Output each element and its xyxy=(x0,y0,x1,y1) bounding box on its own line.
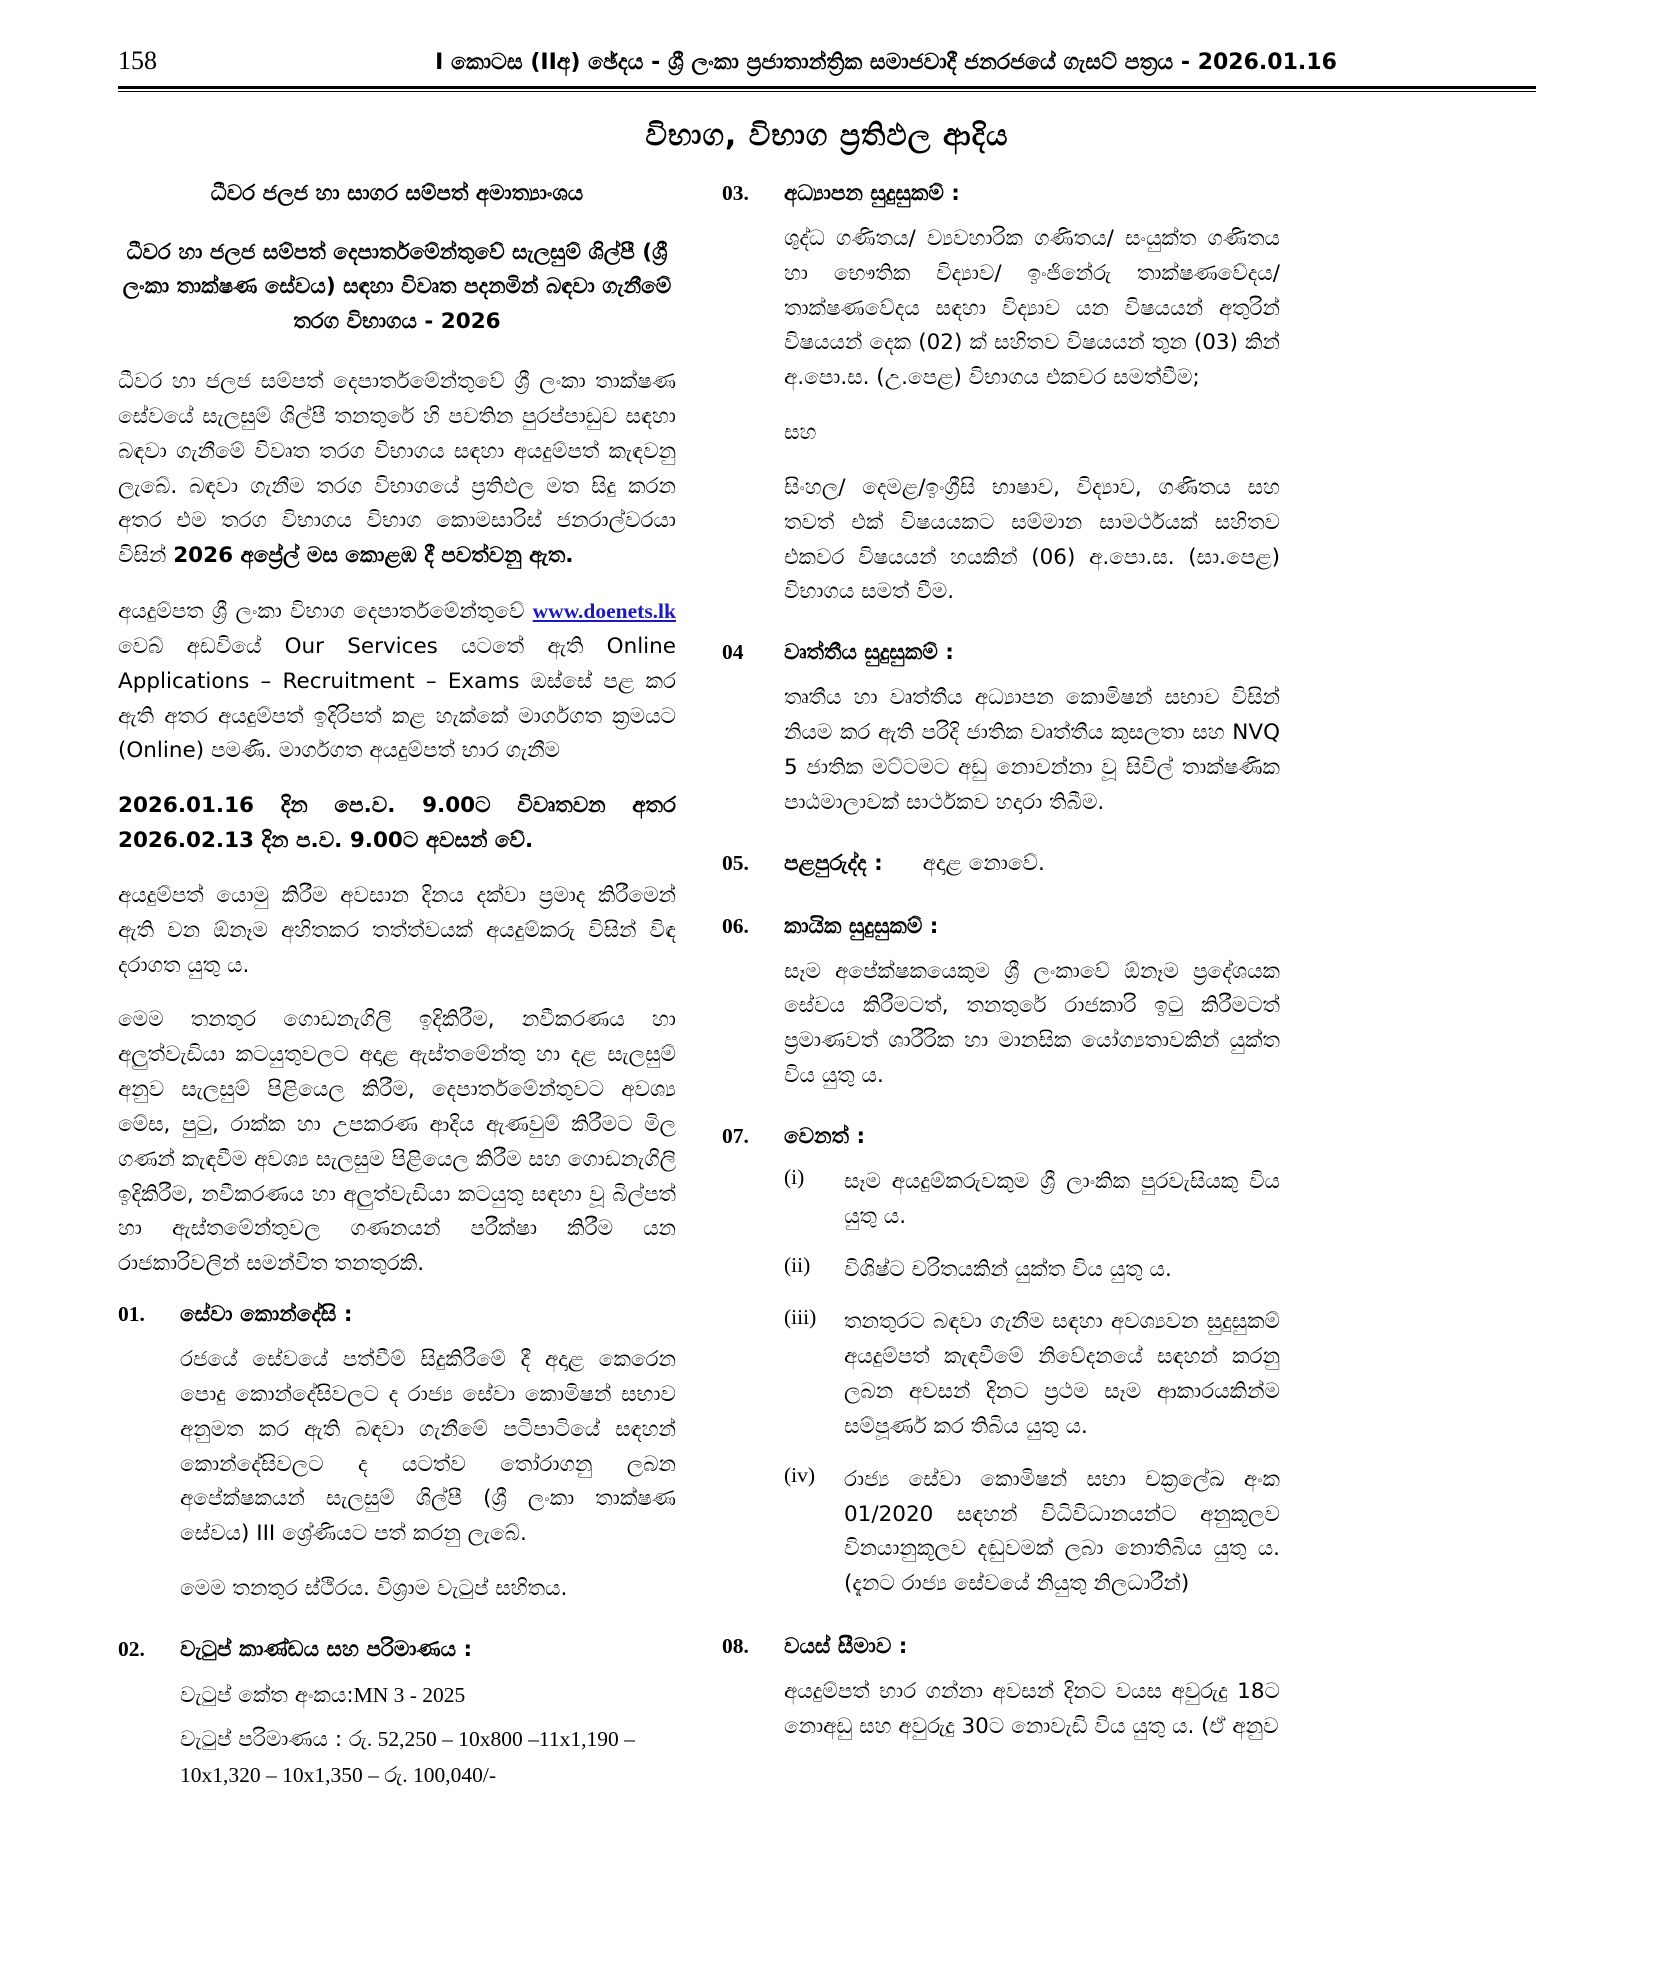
item-03-number: 03. xyxy=(722,181,749,205)
two-column-body xyxy=(118,181,1536,1793)
doenets-link[interactable]: www.doenets.lk xyxy=(532,599,676,624)
item-06-body: සෑම අපේක්ෂකයෙකුම ශ්‍රී ලංකාවේ ඕනෑම ප්‍රදේශයක සේවය කිරීමටත්, තනතුරේ රාජකාරි ඉටු කිරීමටත් ප්‍රමාණවත් ශාරීරික හා මානසික යෝග්‍යතාවකින් යුක්ත විය යුතු ය. xyxy=(784,958,1280,1089)
salary-scale-row xyxy=(118,1722,676,1794)
item-04-label: වෘත්තීය සුදුසුකම් : xyxy=(784,640,954,666)
spacer-05 xyxy=(722,892,1280,914)
item-04-number: 04 xyxy=(722,640,744,665)
item-01-number: 01. xyxy=(118,1302,145,1327)
document-title: විභාග, විභාග ප්‍රතිඵල ආදිය xyxy=(645,118,1009,153)
item-05-value: අදාළ නොවේ. xyxy=(922,850,1045,876)
item-01 xyxy=(118,1302,676,1327)
item-01-body: රජයේ සේවයේ පත්වීම් සිදුකිරීමේ දී අදාළ කෙරෙන පොදු කොන්දේසිවලට ද රාජ්‍ය සේවා කොමිෂන් සභාව අනුමත කර ඇති බඳවා ගැනීමේ පටිපාටියේ සඳහන් කොන්දේසිවලට ද යටත්ව තෝරාගනු ලබන අපේක්ෂකයන් සැලසුම් ශිල්පී (ශ්‍රී ලංකා තාක්ෂණ සේවය) III ශ්‍රේණියට පත් කරනු ලැබේ. xyxy=(180,1347,676,1547)
salary-scale-value: රු. 52,250 – 10x800 –11x1,190 – 10x1,320 – 10x1,350 – රු. 100,040/- xyxy=(180,1726,635,1787)
item-06-number: 06. xyxy=(722,913,749,938)
item-07 xyxy=(722,1124,1280,1149)
application-paragraph xyxy=(118,594,676,769)
item-04-body: තෘතීය හා වෘත්තීය අධ්‍යාපන කොමිෂන් සභාව විසින් නියම කර ඇති පරිදි ජාතික වෘත්තීය කුසලතා සහ NVQ 5 ජාතික මට්ටමට අඩු නොවන්නා වූ සිවිල් තාක්ෂණික පාඨමාලාවක් සාර්ථකව හදාරා තිබීම. xyxy=(784,685,1280,815)
item-07-sub-iv xyxy=(722,1463,1280,1602)
exam-date-bold: 2026 අප්‍රේල් මස කොළඹ දී පවත්වනු ඇත. xyxy=(173,543,574,569)
item-04 xyxy=(722,640,1280,665)
item-07-sub-i-number: (i) xyxy=(784,1164,805,1189)
intro-paragraph xyxy=(118,365,676,574)
item-03-body-2: සිංහල/ දෙමළ/ඉංග්‍රීසි භාෂාව, විද්‍යාව, ගණිතය සහ තවත් එක් විෂයයකට සම්මාන සාමර්ථයක් සහිතව එකවර විෂයයන් හයකින් (06) අ.පො.ස. (සා.පෙළ) විභාගය සමත් වීම. xyxy=(784,474,1280,605)
item-05-number: 05. xyxy=(722,850,749,875)
left-column xyxy=(118,181,676,1793)
salary-code-value: MN 3 - 2025 xyxy=(353,1682,466,1707)
item-05-label: පළපුරුද්ද : xyxy=(784,850,883,876)
item-07-sub-ii-text: විශිෂ්ට චරිතයකින් යුක්ත විය යුතු ය. xyxy=(844,1256,1172,1282)
item-07-sub-iii-number: (iii) xyxy=(784,1305,817,1330)
item-07-sub-i-text: සෑම අයදුම්කරුවකුම ශ්‍රී ලාංකික පුරවැසියකු විය යුතු ය. xyxy=(844,1168,1280,1229)
item-07-sub-ii-number: (ii) xyxy=(784,1252,811,1277)
item-01-label: සේවා කොන්දේසි : xyxy=(180,1302,353,1328)
item-03-body: ශුද්ධ ගණිතය/ ව්‍යවහාරික ගණිතය/ සංයුක්ත ගණිතය හා භෞතික විද්‍යාව/ ඉංජිනේරු තාක්ෂණවේදය/ තාක්ෂණවේදය සඳහා විද්‍යාව යන විෂයයන් අතුරින් විෂයයන් දෙක (02) ක් සහිතව විෂයයන් තුන (03) කින් අ.පො.ස. (උ.පෙළ) විභාගය එකවර සමත්වීම; xyxy=(784,226,1280,391)
item-07-label: වෙනත් : xyxy=(784,1123,866,1149)
item-08-body: අයදුම්පත් භාර ගන්නා අවසන් දිනට වයස අවුරුදු 18ට නොඅඩු සහ අවුරුදු 30ට නොවැඩි විය යුතු ය. (ඒ අනුව xyxy=(784,1679,1280,1739)
header-rule-thin xyxy=(118,91,1536,92)
delay-warning-paragraph: අයදුම්පත් යොමු කිරීම අවසාන දිනය දක්වා ප්‍රමාද කිරීමෙන් ඇති වන ඕනෑම අහිතකර තත්ත්වයක් අයදුම්කරු විසින් විඳ දරාගත යුතු ය. xyxy=(118,882,676,978)
salary-scale-label: වැටුප් පරිමාණය : xyxy=(180,1726,343,1752)
item-08-label: වයස් සීමාව : xyxy=(784,1634,908,1660)
intro-text: ධීවර හා ජලජ සම්පත් දෙපාර්තමේන්තුවේ ශ්‍රී ලංකා තාක්ෂණ සේවයේ සැලසුම් ශිල්පී තනතුරේ හි පවතින පුරප්පාඩුව සඳහා බඳවා ගැනීමේ විවෘත තරග විභාගය සඳහා අයදුම්පත් කැඳවනු ලැබේ. බඳවා ගැනීම තරග විභාගයේ ප්‍රතිඵල මත සිදු කරන අතර එම තරග විභාගය විභාග කොමසාරිස් ජනරාල්වරයා විසින් xyxy=(118,369,676,569)
item-07-sub-iii-text: තනතුරට බඳවා ගැනීම සඳහා අවශ්‍යවන සුදුසුකම් අයදුම්පත් කැඳවීමේ නිවේදනයේ සඳහන් කරනු ලබන අවසන් දිනට ප්‍රථම සෑම ආකාරයකින්ම සම්පූර්ණ කර තිබිය යුතු ය. xyxy=(844,1309,1280,1439)
page-header xyxy=(0,0,1654,76)
application-text-b: වෙබ් අඩවියේ Our Services යටතේ ඇති Online Applications – Recruitment – Exams ඔස්සේ පළ කර ඇති අතර අයදුම්පත් ඉදිරිපත් කළ හැක්කේ මාර්ගගත ක්‍රමයට (Online) පමණි. මාර්ගගත අයදුම්පත් භාර ගැනීම xyxy=(118,633,676,764)
item-06 xyxy=(722,914,1280,939)
ministry-name: ධීවර ජලජ හා සාගර සම්පත් අමාත්‍යාංශය xyxy=(210,181,584,206)
item-05 xyxy=(722,851,1280,876)
salary-code-row xyxy=(118,1678,676,1714)
header-title: I කොටස (IIඅ) ඡේදය - ශ්‍රී ලංකා ප්‍රජාතාන්ත්‍රික සමාජවාදී ජනරජයේ ගැසට් පත්‍රය - 2026.01.16 xyxy=(435,50,1337,75)
item-07-sub-iii xyxy=(722,1305,1280,1444)
item-08-number: 08. xyxy=(722,1634,749,1659)
conjunction-and: සහ xyxy=(784,420,817,446)
item-07-sub-iv-number: (iv) xyxy=(784,1462,816,1487)
salary-code-label: වැටුප් කේත අංකය: xyxy=(180,1682,354,1708)
spacer-07 xyxy=(722,1620,1280,1634)
page-number: 158 xyxy=(118,46,157,75)
item-01-body-2: මෙම තනතුර ස්ථිරය. විශ්‍රාම වැටුප් සහිතය. xyxy=(180,1576,568,1602)
item-02 xyxy=(118,1637,676,1662)
application-text-a: අයදුම්පත ශ්‍රී ලංකා විභාග දෙපාර්තමේන්තුවේ xyxy=(118,599,533,625)
post-title: ධීවර හා ජලජ සම්පත් දෙපාර්තමේන්තුවේ සැලසුම් ශිල්පී (ශ්‍රී ලංකා තාක්ෂණ සේවය) සඳහා විවෘත පදනමින් බඳවා ගැනීමේ තරග විභාගය - 2026 xyxy=(122,240,672,334)
item-07-sub-iv-text: රාජ්‍ය සේවා කොමිෂන් සභා චක්‍රලේඛ අංක 01/2020 සඳහන් විධිවිධානයන්ට අනුකූලව විනයානුකූලව දඬුවමක් ලබා නොතිබිය යුතු ය. (දැනට රාජ්‍ය සේවයේ නියුතු නිලධාරීන්) xyxy=(844,1466,1280,1597)
item-08 xyxy=(722,1634,1280,1659)
item-07-number: 07. xyxy=(722,1123,749,1148)
item-03-label: අධ්‍යාපන සුදුසුකම් : xyxy=(784,181,960,206)
right-column xyxy=(722,181,1280,1793)
duties-paragraph: මෙම තනතුර ගොඩනැගිලි ඉදිකිරීම, නවීකරණය හා අලුත්වැඩියා කටයුතුවලට අදාළ ඇස්තමේන්තු හා දළ සැලසුම් අනුව සැලසුම් පිළියෙල කිරීම, දෙපාර්තමේන්තුවට අවශ්‍ය මේස, පුටු, රාක්ක හා උපකරණ ආදිය ඇණවුම් කිරීමට මිල ගණන් කැඳවීම අවශ්‍ය සැලසුම පිළියෙල කිරීම සහ ගොඩනැගිලි ඉදිකිරීම, නවීකරණය හා අලුත්වැඩියා කටයුතු සඳහා වූ බිල්පත් හා ඇස්තමේන්තුවල ගණනයන් පරීක්ෂා කිරීම යන රාජකාරිවලින් සමන්විත තනතුරකි. xyxy=(118,1007,676,1277)
item-07-sub-i xyxy=(722,1165,1280,1235)
item-02-label: වැටුප් කාණ්ඩය සහ පරිමාණය : xyxy=(180,1636,473,1662)
item-06-label: කායික සුදුසුකම් : xyxy=(784,913,939,939)
item-03 xyxy=(722,181,1280,206)
item-02-number: 02. xyxy=(118,1636,145,1661)
header-rule xyxy=(118,86,1536,89)
item-07-sub-ii xyxy=(722,1253,1280,1288)
deadline-paragraph: 2026.01.16 දින පෙ.ව. 9.00ට විවෘතවන අතර 2026.02.13 දින ප.ව. 9.00ට අවසන් වේ. xyxy=(118,793,676,854)
